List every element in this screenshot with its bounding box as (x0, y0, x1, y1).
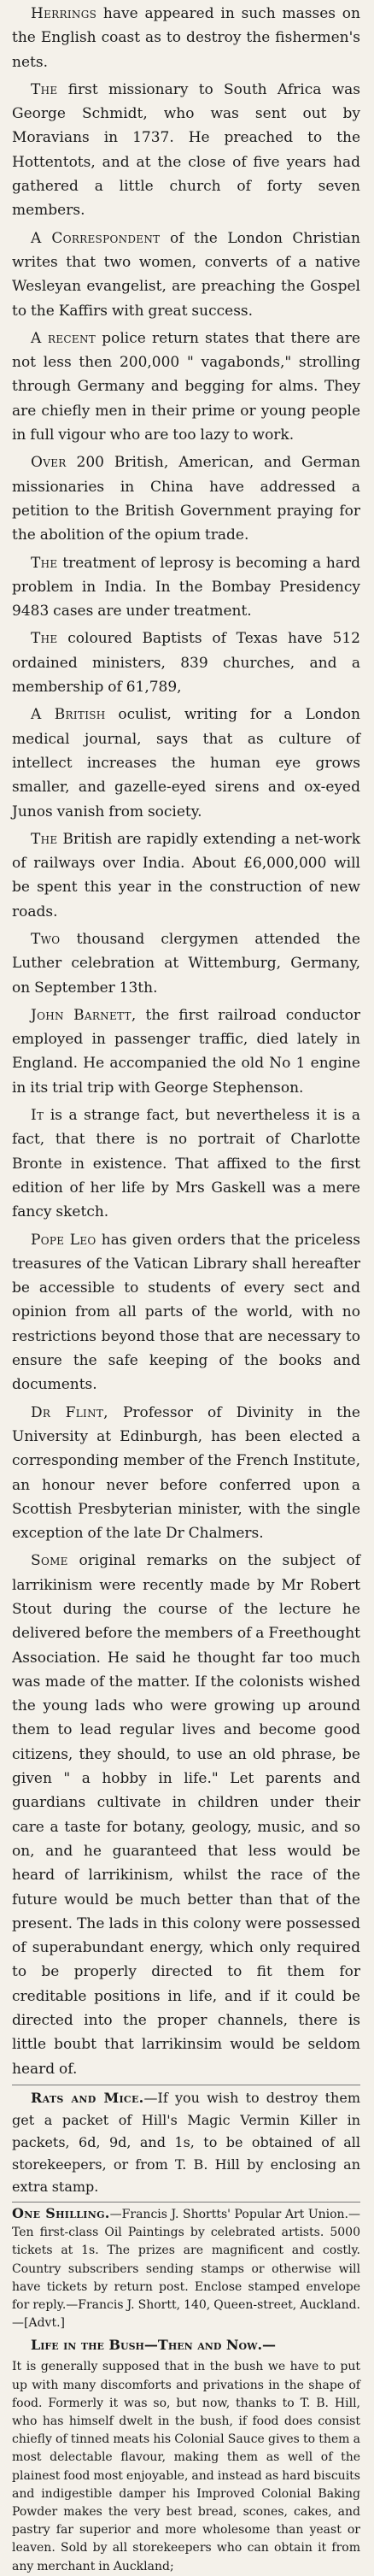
article-body: first missionary to South Africa was George Schmidt, who was sent out by Moravians in 1737. He preached to the Hottentots, and at the close of five years had gathered a little church of forty seven members. (12, 80, 360, 220)
article-larrikinism (12, 1549, 360, 2081)
article-lead: A Correspondent (31, 229, 161, 247)
article-lead: The (31, 554, 58, 572)
article-lead: Over (31, 454, 67, 472)
article-pope-leo (12, 1228, 360, 1397)
article-dr-flint (12, 1401, 360, 1546)
article-herrings (12, 2, 360, 74)
advert-lead: One Shilling. (12, 2204, 110, 2221)
article-lead: Herrings (31, 5, 97, 22)
article-body: have appeared in such masses on the English coast as to destroy the fishermen's nets. (12, 5, 360, 71)
article-body: treatment of leprosy is becoming a hard problem in India. In the Bombay Presidency 9483 cases are under treatment. (12, 554, 360, 620)
article-body: is a strange fact, but nevertheless it is a fact, that there is no portrait of Charlotte Bronte in existence. That affixed to the first edition of her life by Mrs Gaskell was a mere fancy sketch. (12, 1107, 360, 1221)
article-body: oculist, writing for a London medical journal, says that as culture of intellect increases the human eye grows smaller, and gazelle-eyed sirens and ox-eyed Junos vanish from society. (12, 706, 360, 820)
divider (12, 2202, 360, 2203)
article-leprosy (12, 551, 360, 624)
article-lead: It (31, 1107, 44, 1125)
article-body: the first railroad conductor employed in passenger traffic, died lately in England. He accompanied the old No 1 engine in its trial trip with George Stephenson. (12, 1006, 360, 1097)
article-lead: The (31, 830, 58, 848)
article-oculist (12, 703, 360, 823)
life-in-bush-heading: Life in the Bush—Then and Now.— (31, 2337, 277, 2354)
article-body: of the London Christian writes that two women, converts of a native Wesleyan evangelist, are preaching the Gospel to the Kaffirs with great success. (12, 229, 361, 320)
article-body: thousand clergymen attended the Luther celebration at Wittemburg, Germany, on September 13th. (12, 930, 360, 997)
article-lead: A recent (31, 329, 96, 347)
article-john-barnett (12, 1003, 360, 1100)
article-lead: The (31, 80, 58, 98)
article-body: 200 British, American, and German missionaries in China have addressed a petition to the British Government praying for the abolition of the opium trade. (12, 454, 360, 544)
article-lead: Dr Flint, (31, 1403, 108, 1421)
article-lead: A British (31, 706, 106, 724)
advert-body: —Francis J. Shortts' Popular Art Union.—Ten first-class Oil Paintings by celebrated artists. 5000 tickets at 1s. The prizes are magnificent and costly. Country subscribers sending stamps or otherwise will have tickets by return post. Enclose stamped envelope for reply.—Francis J. Shortt, 140, Queen-street, Auckland.—[Advt.] (12, 2207, 361, 2331)
article-missionaries-china (12, 450, 360, 547)
advert-one-shilling (12, 2204, 360, 2332)
article-body: Professor of Divinity in the University at Edinburgh, has been elected a corresponding member of the French Institute, an honour never before conferred upon a Scottish Presbyterian minister, with the single exception of the late Dr Chalmers. (12, 1403, 360, 1543)
article-baptists-texas (12, 626, 360, 699)
article-charlotte-bronte (12, 1103, 360, 1224)
article-lead: The (31, 630, 58, 648)
article-luther-celebration (12, 927, 360, 1000)
advert-rats-and-mice (12, 2087, 360, 2198)
article-lead: Two (31, 930, 61, 948)
article-lead: Pope Leo (31, 1231, 96, 1249)
article-lead: Some (31, 1552, 68, 1570)
article-lead: John Barnett, (31, 1006, 137, 1024)
article-correspondent (12, 226, 360, 323)
advert-body: —If you wish to destroy them get a packet of Hill's Magic Vermin Killer in packets, 6d, 9d, and 1s, to be obtained of all storekeepers, or from T. B. Hill by enclosing an extra stamp. (12, 2089, 360, 2195)
article-body: British are rapidly extending a net-work of railways over India. About £6,000,000 will be spent this year in the construction of new roads. (12, 830, 360, 920)
article-first-missionary (12, 78, 360, 223)
life-in-bush-body: It is generally supposed that in the bush we have to put up with many discomforts and privations in the shape of food. Formerly it was so, but now, thanks to T. B. Hill, who has himself dwelt in the bush, if food does consist chiefly of tinned meats his Colonial Sauce gives to them a most delectable flavour, making them as well of the plainest food most enjoyable, and instead as hard biscuits and indigestible damper his Improved Colonial Baking Powder makes the very best bread, scones, cakes, and pastry far superior and more wholesome than yeast or leaven. Sold by all storekeepers who can obtain it from any merchant in Auckland; (12, 2360, 360, 2573)
advert-lead: Rats and Mice. (31, 2089, 144, 2106)
article-police-return (12, 326, 360, 447)
article-body: police return states that there are not less then 200,000 " vagabonds," strolling through Germany and begging for alms. They are chiefly men in their prime or young people in full vigour who are too lazy to work. (12, 329, 360, 444)
article-body: original remarks on the subject of larrikinism were recently made by Mr Robert Stout during the course of the lecture he delivered before the members of a Freethought Association. He said he thought far too much was made of the matter. If the colonists wished the young lads who were growing up around them to lead regular lives and become good citizens, they should, to use an old phrase, be given " a hobby in life." Let parents and guardians cultivate in children under their care a taste for botany, geology, music, and so on, and he guaranteed that less would be heard of larrikinism, whilst the race of the future would be much better than that of the present. The lads in this colony were possessed of superabundant energy, which only required to be properly directed to fit them for creditable positions in life, and if it could be directed into the proper channels, there is little boubt that larrikinsim would be seldom heard of. (12, 1552, 360, 2078)
article-railways-india (12, 827, 360, 924)
article-body: has given orders that the priceless treasures of the Vatican Library shall hereafter be accessible to students of every sect and opinion from all parts of the world, with no restrictions beyond those that are necessary to ensure the safe keeping of the books and documents. (12, 1231, 360, 1394)
article-body: coloured Baptists of Texas have 512 ordained ministers, 839 churches, and a membership of 61,789, (12, 630, 360, 697)
